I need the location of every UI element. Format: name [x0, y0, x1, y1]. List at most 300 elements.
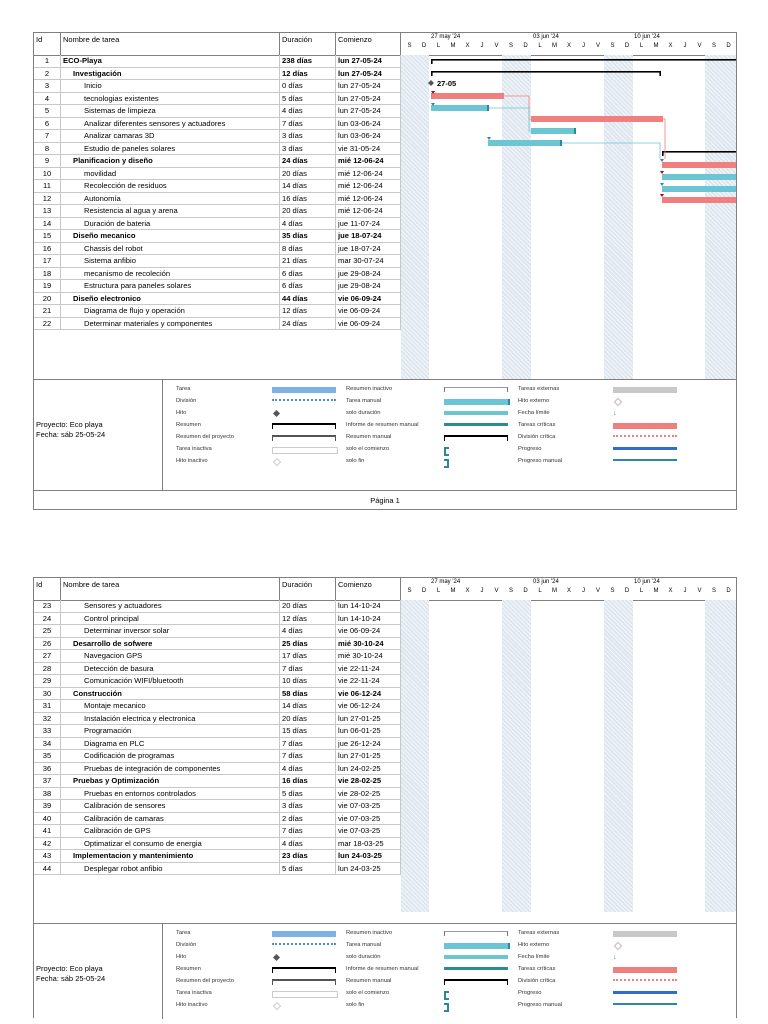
day-label: V [697, 588, 702, 594]
day-label: D [421, 588, 427, 594]
day-label: L [436, 588, 441, 594]
task-duration: 12 días [280, 613, 336, 625]
day-label: S [610, 588, 615, 594]
day-label: S [508, 43, 513, 49]
task-start: lun 24-03-25 [336, 850, 401, 862]
task-id: 26 [34, 638, 61, 650]
legend-symbol-icon [613, 447, 677, 450]
day-label: J [582, 43, 585, 49]
day-label: X [566, 588, 571, 594]
task-progress-limpieza [487, 105, 489, 111]
task-name: Sistema anfibio [61, 255, 280, 267]
legend-symbol-icon [444, 1003, 449, 1012]
day-label: J [683, 588, 687, 594]
table-row[interactable] [34, 318, 401, 331]
legend-label: Tarea [176, 930, 191, 936]
task-start: lun 27-05-24 [336, 105, 401, 117]
task-duration: 4 días [280, 105, 336, 117]
project-date: Fecha: sáb 25-05-24 [36, 974, 106, 983]
day-label: X [566, 43, 571, 49]
day-label: S [610, 43, 615, 49]
week-label-3: 10 jun '24 [634, 579, 660, 585]
task-name: Optimatizar el consumo de energia [61, 838, 280, 850]
day-label: M [552, 588, 557, 594]
critical-start-marker [660, 194, 664, 197]
legend-label: Resumen [176, 966, 201, 972]
table-row[interactable] [34, 800, 401, 813]
day-label: D [726, 588, 731, 594]
legend-symbol-icon [444, 955, 508, 959]
task-start: vie 07-03-25 [336, 813, 401, 825]
table-row[interactable] [34, 788, 401, 801]
summary-bar-planificacion-start [662, 151, 664, 156]
task-duration: 20 días [280, 600, 336, 612]
legend-label: Fecha límite [518, 954, 550, 960]
legend-symbol-icon [613, 967, 677, 973]
task-name: Chassis del robot [61, 243, 280, 255]
day-label: S [407, 43, 412, 49]
table-row[interactable] [34, 638, 401, 651]
task-name: Calibración de GPS [61, 825, 280, 837]
task-bar-autonomia [662, 186, 736, 192]
legend-symbol-icon [444, 931, 508, 936]
task-id: 1 [34, 55, 61, 67]
task-duration: 3 días [280, 130, 336, 142]
task-start: vie 22-11-24 [336, 663, 401, 675]
task-name: Control principal [61, 613, 280, 625]
task-id: 6 [34, 118, 61, 130]
task-id: 44 [34, 863, 61, 875]
task-duration: 21 días [280, 255, 336, 267]
table-row[interactable] [34, 243, 401, 256]
task-name: Resistencia al agua y arena [61, 205, 280, 217]
table-row[interactable] [34, 838, 401, 851]
legend-symbol-icon [272, 459, 280, 465]
table-row[interactable] [34, 763, 401, 776]
task-bar-sensores [531, 116, 663, 122]
task-bar-tecnologias [431, 93, 504, 99]
table-row[interactable] [34, 650, 401, 663]
task-id: 8 [34, 143, 61, 155]
task-start: jue 29-08-24 [336, 280, 401, 292]
legend-symbol-icon [272, 387, 336, 393]
summary-bar-planificacion [662, 151, 736, 153]
task-duration: 12 días [280, 68, 336, 80]
table-row[interactable] [34, 55, 401, 68]
task-duration: 20 días [280, 713, 336, 725]
legend-symbol-icon [613, 991, 677, 994]
day-label: V [595, 43, 600, 49]
task-name: Implementacion y mantenimiento [61, 850, 280, 862]
table-header [34, 33, 736, 56]
table-row[interactable] [34, 80, 401, 93]
table-row[interactable] [34, 305, 401, 318]
task-id: 25 [34, 625, 61, 637]
legend-label: División crítica [518, 978, 556, 984]
task-id: 12 [34, 193, 61, 205]
task-name: Comunicación WIFI/bluetooth [61, 675, 280, 687]
legend-symbol-icon [444, 991, 449, 1000]
week-label-3: 10 jun '24 [634, 34, 660, 40]
milestone-label: 27-05 [437, 79, 457, 88]
table-row[interactable] [34, 68, 401, 81]
legend-symbol-icon [444, 387, 508, 392]
task-name: Planificacion y diseño [61, 155, 280, 167]
task-start: mié 12-06-24 [336, 180, 401, 192]
summary-bar-investigacion-end [659, 71, 661, 76]
table-row[interactable] [34, 218, 401, 231]
legend-symbol-icon [444, 435, 508, 441]
task-id: 5 [34, 105, 61, 117]
task-id: 28 [34, 663, 61, 675]
task-duration: 6 días [280, 280, 336, 292]
task-start: mar 30-07-24 [336, 255, 401, 267]
day-label: M [450, 588, 456, 594]
task-name: Pruebas en entornos controlados [61, 788, 280, 800]
task-id: 3 [34, 80, 61, 92]
table-row[interactable] [34, 230, 401, 243]
task-duration: 58 días [280, 688, 336, 700]
gantt-chart [401, 600, 736, 912]
table-row[interactable] [34, 118, 401, 131]
legend-symbol-icon [613, 435, 677, 441]
legend-symbol-icon [272, 1003, 280, 1009]
task-name: Inicio [61, 80, 280, 92]
task-start: lun 27-05-24 [336, 80, 401, 92]
day-label: J [480, 43, 484, 49]
task-id: 42 [34, 838, 61, 850]
legend-label: Tareas externas [518, 930, 560, 936]
task-start: lun 06-01-25 [336, 725, 401, 737]
task-name: Calibración de camaras [61, 813, 280, 825]
legend-label: Progreso manual [518, 1002, 563, 1008]
task-table [34, 600, 401, 875]
table-row[interactable] [34, 93, 401, 106]
table-row[interactable] [34, 613, 401, 626]
table-row[interactable] [34, 663, 401, 676]
task-duration: 5 días [280, 863, 336, 875]
legend [34, 923, 736, 1019]
task-start: jue 18-07-24 [336, 243, 401, 255]
task-name: Instalación electrica y electronica [61, 713, 280, 725]
table-row[interactable] [34, 688, 401, 701]
task-progress-paneles [560, 140, 562, 146]
task-start: vie 31-05-24 [336, 143, 401, 155]
table-row[interactable] [34, 143, 401, 156]
day-label: V [595, 588, 600, 594]
table-row[interactable] [34, 600, 401, 613]
task-duration: 8 días [280, 243, 336, 255]
legend-symbol-icon [272, 955, 279, 960]
task-start-marker [487, 137, 491, 140]
task-start: lun 14-10-24 [336, 600, 401, 612]
task-id: 35 [34, 750, 61, 762]
legend-label: Hito inactivo [176, 458, 208, 464]
timescale [401, 33, 736, 55]
legend-symbol-icon [272, 931, 336, 937]
legend-symbol-icon [613, 399, 621, 405]
day-label: S [711, 588, 716, 594]
legend-label: Tareas críticas [518, 966, 556, 972]
day-label: S [711, 43, 716, 49]
dependency-link [489, 108, 531, 131]
table-row[interactable] [34, 293, 401, 306]
task-id: 18 [34, 268, 61, 280]
legend-label: Tareas críticas [518, 422, 556, 428]
task-id: 4 [34, 93, 61, 105]
table-row[interactable] [34, 155, 401, 168]
table-row[interactable] [34, 255, 401, 268]
legend-label: División [176, 942, 197, 948]
task-name: Sensores y actuadores [61, 600, 280, 612]
legend-label: Resumen inactivo [346, 930, 393, 936]
task-start: lun 27-05-24 [336, 55, 401, 67]
legend-label: Fecha límite [518, 410, 550, 416]
week-label-2: 03 jun '24 [533, 34, 559, 40]
task-duration: 5 días [280, 93, 336, 105]
task-bar-limpieza [431, 105, 489, 111]
task-name: Recolección de residuos [61, 180, 280, 192]
task-start-marker [660, 159, 664, 162]
task-start: lun 24-02-25 [336, 763, 401, 775]
legend-symbol-icon [272, 411, 279, 416]
task-start: vie 28-02-25 [336, 775, 401, 787]
task-start: lun 27-05-24 [336, 93, 401, 105]
day-label: L [436, 43, 441, 49]
task-start: vie 06-09-24 [336, 318, 401, 330]
header-start: Comienzo [336, 578, 401, 600]
task-name: Codificación de programas [61, 750, 280, 762]
legend-label: Resumen del proyecto [176, 434, 234, 440]
task-name: Pruebas y Optimización [61, 775, 280, 787]
table-row[interactable] [34, 130, 401, 143]
task-id: 38 [34, 788, 61, 800]
day-label: D [421, 43, 427, 49]
day-label: D [726, 43, 731, 49]
legend-label: Tarea inactiva [176, 990, 212, 996]
task-name: Sistemas de limpieza [61, 105, 280, 117]
task-start: vie 06-09-24 [336, 293, 401, 305]
legend-label: Progreso [518, 446, 542, 452]
table-row[interactable] [34, 738, 401, 751]
weekend-shade [705, 600, 736, 912]
task-id: 15 [34, 230, 61, 242]
day-label: L [538, 43, 542, 49]
legend-symbol-icon [444, 979, 508, 985]
task-name: Estructura para paneles solares [61, 280, 280, 292]
table-row[interactable] [34, 180, 401, 193]
day-label: X [668, 43, 673, 49]
task-id: 2 [34, 68, 61, 80]
task-duration: 35 días [280, 230, 336, 242]
task-duration: 14 días [280, 180, 336, 192]
table-row[interactable] [34, 268, 401, 281]
header-duration: Duración [280, 33, 336, 55]
task-duration: 20 días [280, 168, 336, 180]
table-row[interactable] [34, 625, 401, 638]
legend-symbol-icon [613, 979, 677, 985]
legend-symbol-icon [613, 387, 677, 393]
legend-symbol-icon [272, 435, 336, 441]
task-name: mecanismo de recoleción [61, 268, 280, 280]
task-duration: 4 días [280, 838, 336, 850]
day-label: V [494, 43, 499, 49]
legend-symbol-icon [613, 931, 677, 937]
table-row[interactable] [34, 850, 401, 863]
task-duration: 16 días [280, 775, 336, 787]
task-name: Duración de bateria [61, 218, 280, 230]
table-row[interactable] [34, 825, 401, 838]
day-label: M [653, 588, 659, 594]
week-label-2: 03 jun '24 [533, 579, 559, 585]
task-start: jue 29-08-24 [336, 268, 401, 280]
task-duration: 2 días [280, 813, 336, 825]
task-start: vie 06-09-24 [336, 305, 401, 317]
task-start: vie 06-12-24 [336, 688, 401, 700]
summary-bar-eco-playa [431, 59, 736, 61]
task-duration: 44 días [280, 293, 336, 305]
gantt-page-1 [33, 32, 737, 510]
task-name: Montaje mecanico [61, 700, 280, 712]
table-row[interactable] [34, 193, 401, 206]
task-duration: 20 días [280, 205, 336, 217]
table-row[interactable] [34, 750, 401, 763]
day-label: V [494, 588, 499, 594]
legend-label: Hito [176, 954, 187, 960]
legend-label: Tarea inactiva [176, 446, 212, 452]
task-start: vie 07-03-25 [336, 800, 401, 812]
task-bar-movilidad [662, 162, 736, 168]
task-duration: 0 días [280, 80, 336, 92]
task-duration: 238 días [280, 55, 336, 67]
task-duration: 16 días [280, 193, 336, 205]
task-id: 27 [34, 650, 61, 662]
day-label: D [624, 588, 630, 594]
task-bar-camaras [531, 128, 576, 134]
table-row[interactable] [34, 813, 401, 826]
project-date: Fecha: sáb 25-05-24 [36, 430, 106, 439]
legend-symbol-icon [444, 423, 508, 426]
task-id: 17 [34, 255, 61, 267]
task-name: Determinar materiales y componentes [61, 318, 280, 330]
task-duration: 7 días [280, 750, 336, 762]
task-id: 34 [34, 738, 61, 750]
day-label: L [538, 588, 542, 594]
legend-symbol-icon: ↓ [613, 410, 617, 417]
task-id: 40 [34, 813, 61, 825]
task-start: mié 12-06-24 [336, 193, 401, 205]
table-row[interactable] [34, 775, 401, 788]
header-id: Id [34, 33, 61, 55]
header-duration: Duración [280, 578, 336, 600]
task-duration: 7 días [280, 825, 336, 837]
legend-label: solo el comienzo [346, 990, 390, 996]
table-row[interactable] [34, 675, 401, 688]
table-row[interactable] [34, 105, 401, 118]
day-label: J [582, 588, 585, 594]
day-label: D [624, 43, 630, 49]
week-label-1: 27 may '24 [431, 34, 461, 40]
task-start: mié 12-06-24 [336, 155, 401, 167]
task-id: 24 [34, 613, 61, 625]
weekend-shade [401, 600, 429, 912]
task-name: Analizar diferentes sensores y actuadores [61, 118, 280, 130]
day-label: S [508, 588, 513, 594]
legend-label: Informe de resumen manual [346, 422, 419, 428]
task-table [34, 55, 401, 330]
project-info [36, 964, 105, 984]
task-id: 14 [34, 218, 61, 230]
task-name: ECO-Playa [61, 55, 280, 67]
gantt-chart [401, 55, 736, 379]
task-duration: 23 días [280, 850, 336, 862]
task-name: Programación [61, 725, 280, 737]
legend-symbol-icon [613, 459, 677, 461]
table-row[interactable] [34, 168, 401, 181]
table-row[interactable] [34, 863, 401, 876]
day-label: X [465, 43, 470, 49]
day-label: X [465, 588, 470, 594]
task-start: jue 11-07-24 [336, 218, 401, 230]
legend-label: Hito inactivo [176, 1002, 208, 1008]
task-name: Desarrollo de sofwere [61, 638, 280, 650]
task-name: Detección de basura [61, 663, 280, 675]
table-row[interactable] [34, 205, 401, 218]
legend-symbol-icon [613, 423, 677, 429]
task-bar-paneles [488, 140, 562, 146]
task-start: jue 26-12-24 [336, 738, 401, 750]
header-name: Nombre de tarea [61, 578, 280, 600]
summary-bar-investigacion [431, 71, 661, 73]
task-start: lun 03-06-24 [336, 118, 401, 130]
legend-label: Hito externo [518, 942, 550, 948]
legend-label: Hito [176, 410, 187, 416]
table-header [34, 578, 736, 601]
legend-label: solo fin [346, 1002, 365, 1008]
day-label: L [639, 588, 644, 594]
legend-label: Tarea manual [346, 398, 382, 404]
task-name: Navegacion GPS [61, 650, 280, 662]
task-start: lun 27-01-25 [336, 750, 401, 762]
task-duration: 15 días [280, 725, 336, 737]
table-row[interactable] [34, 280, 401, 293]
table-row[interactable] [34, 713, 401, 726]
table-row[interactable] [34, 700, 401, 713]
task-name: movilidad [61, 168, 280, 180]
legend-symbol-icon [444, 967, 508, 970]
timescale [401, 578, 736, 600]
task-id: 7 [34, 130, 61, 142]
task-start: lun 27-05-24 [336, 68, 401, 80]
task-id: 43 [34, 850, 61, 862]
task-duration: 7 días [280, 663, 336, 675]
critical-start-marker [660, 171, 664, 174]
weekend-shade [502, 600, 531, 912]
legend-symbol-icon [444, 411, 508, 415]
task-name: Desplegar robot anfibio [61, 863, 280, 875]
legend-symbol-icon [444, 943, 510, 949]
task-id: 41 [34, 825, 61, 837]
task-id: 36 [34, 763, 61, 775]
task-id: 10 [34, 168, 61, 180]
day-label: L [639, 43, 644, 49]
day-label: V [697, 43, 702, 49]
task-start: vie 06-09-24 [336, 625, 401, 637]
legend-label: Tareas externas [518, 386, 560, 392]
task-duration: 7 días [280, 118, 336, 130]
legend-label: División crítica [518, 434, 556, 440]
table-row[interactable] [34, 725, 401, 738]
